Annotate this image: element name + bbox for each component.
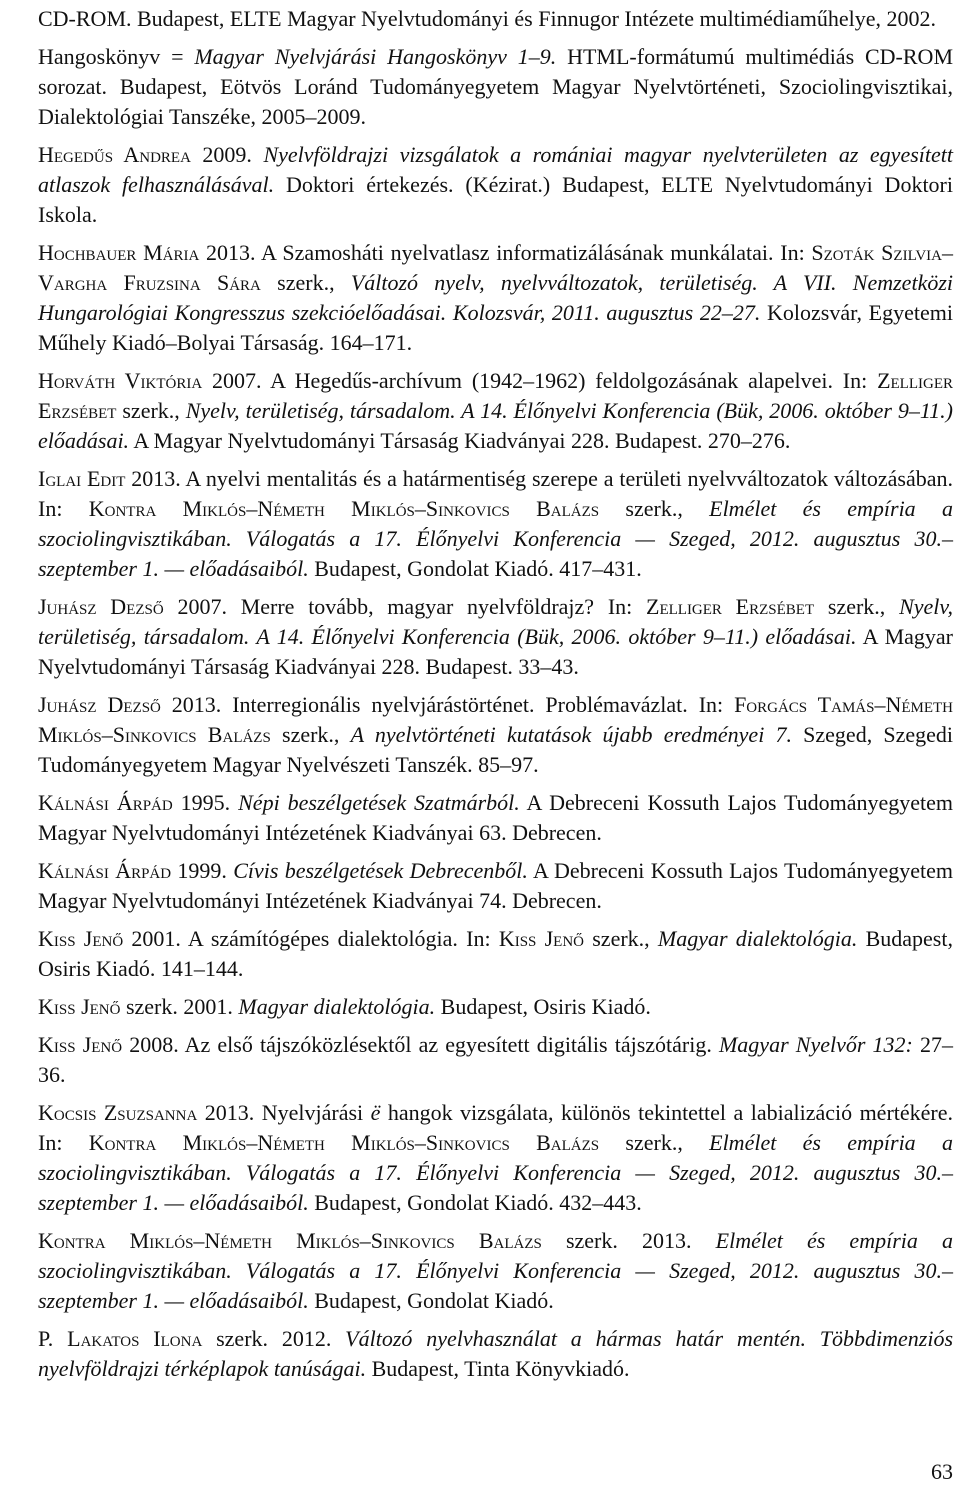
author-name: Juhász Dezső [38, 594, 164, 619]
reference-entry [38, 1324, 953, 1384]
reference-text: A Magyar Nyelvtudományi Társaság Kiadványai 228. Budapest. 33–43. [38, 624, 953, 679]
author-name: Forgács Tamás–Németh Miklós–Sinkovics Balázs [38, 692, 953, 747]
reference-entry [38, 1030, 953, 1090]
reference-text: HTML-formátumú multimédiás CD-ROM sorozat. Budapest, Eötvös Loránd Tudományegyetem Magyar Nyelvtörténeti, Szociolingvisztikai, Dialektológiai Tanszéke, 2005–2009. [38, 44, 954, 129]
reference-text: A Debreceni Kossuth Lajos Tudományegyetem Magyar Nyelvtudományi Intézetének Kiadványai 74. Debrecen. [38, 858, 954, 913]
reference-entry [38, 4, 953, 34]
author-name: Kálnási Árpád [38, 858, 172, 883]
author-name: Iglai Edit [38, 466, 126, 491]
author-name: Kiss Jenő [498, 926, 585, 951]
reference-text: 2007. A Hegedűs-archívum (1942–1962) feldolgozásának alapelvei. In: [202, 368, 878, 393]
reference-entry [38, 140, 953, 230]
reference-entry [38, 1226, 953, 1316]
author-name: Hegedűs Andrea [38, 142, 191, 167]
italic-title: Változó nyelvhasználat a hármas határ mentén. Többdimenziós nyelvföldrajzi térképlapok tanúságai. [38, 1326, 954, 1381]
italic-title: Elmélet és empíria a szociolingvisztikában. Válogatás a 17. Élőnyelvi Konferencia — Szeged, 2012. augusztus 30.–szeptember 1. — előadásaiból. [38, 1228, 953, 1313]
reference-text: 1995. [172, 790, 239, 815]
italic-title: Magyar dialektológia. [657, 926, 858, 951]
italic-title: Népi beszélgetések Szatmárból. [238, 790, 520, 815]
reference-text: Budapest, Tinta Könyvkiadó. [366, 1356, 630, 1381]
author-name: Horváth Viktória [38, 368, 203, 393]
author-name: Szoták Szilvia–Vargha Fruzsina Sára [38, 240, 954, 295]
reference-text: szerk., [814, 594, 900, 619]
reference-text: Doktori értekezés. (Kézirat.) Budapest, ELTE Nyelvtudományi Doktori Iskola. [38, 172, 953, 227]
reference-text: Budapest, Gondolat Kiadó. [308, 1288, 554, 1313]
italic-title: ë [370, 1100, 381, 1125]
page-number: 63 [931, 1459, 953, 1484]
reference-text: 2013. A nyelvi mentalitás és a határmentiség szerepe a területi nyelvváltozatok változásában. In: [38, 466, 953, 521]
italic-title: Magyar Nyelvjárási Hangoskönyv 1–9. [194, 44, 557, 69]
author-name: Kiss Jenő [38, 1032, 123, 1057]
reference-text: Budapest, Gondolat Kiadó. 417–431. [308, 556, 642, 581]
author-name: Kocsis Zsuzsanna [38, 1100, 198, 1125]
reference-text: 2013. A Szamosháti nyelvatlasz informatizálásának munkálatai. In: [199, 240, 812, 265]
reference-text: szerk. 2012. [202, 1326, 346, 1351]
reference-entry [38, 856, 953, 916]
author-name: Lakatos Ilona [67, 1326, 203, 1351]
reference-entry [38, 592, 953, 682]
reference-entry [38, 690, 953, 780]
author-name: Kontra Miklós–Németh Miklós–Sinkovics Balázs [88, 1130, 600, 1155]
reference-text: CD-ROM. Budapest, ELTE Magyar Nyelvtudományi és Finnugor Intézete multimédiaműhelye, 2002. [38, 6, 936, 31]
reference-text: 2013. Nyelvjárási [197, 1100, 371, 1125]
reference-text: 1999. [171, 858, 234, 883]
reference-text: szerk., [584, 926, 658, 951]
reference-text: 2001. A számítógépes dialektológia. In: [123, 926, 499, 951]
reference-text: szerk., [270, 722, 351, 747]
reference-text: P. [38, 1326, 68, 1351]
reference-entry [38, 366, 953, 456]
reference-text: szerk., [116, 398, 186, 423]
author-name: Kiss Jenő [38, 926, 124, 951]
reference-text: Szeged, Szegedi Tudományegyetem Magyar Nyelvészeti Tanszék. 85–97. [38, 722, 954, 777]
reference-text: Kolozsvár, Egyetemi Műhely Kiadó–Bolyai Társaság. 164–171. [38, 300, 953, 355]
reference-entry [38, 788, 953, 848]
reference-text: 27–36. [38, 1032, 953, 1087]
reference-text: 2008. Az első tájszóközlésektől az egyesített digitális tájszótárig. [122, 1032, 719, 1057]
italic-title: Elmélet és empíria a szociolingvisztikában. Válogatás a 17. Élőnyelvi Konferencia — Szeged, 2012. augusztus 30.–szeptember 1. — előadásaiból. [38, 496, 953, 581]
author-name: Hochbauer Mária [38, 240, 200, 265]
reference-text: szerk. 2001. [120, 994, 239, 1019]
reference-text: A Debreceni Kossuth Lajos Tudományegyetem Magyar Nyelvtudományi Intézetének Kiadványai 63. Debrecen. [38, 790, 954, 845]
reference-entry [38, 924, 953, 984]
reference-list [38, 4, 953, 1384]
author-name: Kontra Miklós–Németh Miklós–Sinkovics Balázs [88, 496, 600, 521]
author-name: Kontra Miklós–Németh Miklós–Sinkovics Balázs [38, 1228, 542, 1253]
reference-entry [38, 992, 953, 1022]
italic-title: Változó nyelv, nyelvváltozatok, területiség. A VII. Nemzetközi Hungarológiai Kongresszus szekcióelőadásai. Kolozsvár, 2011. augusztus 22–27. [38, 270, 954, 325]
italic-title: Nyelv, területiség, társadalom. A 14. Élőnyelvi Konferencia (Bük, 2006. október 9–11.) előadásai. [38, 594, 954, 649]
author-name: Juhász Dezső [38, 692, 161, 717]
italic-title: Magyar Nyelvőr 132: [718, 1032, 913, 1057]
reference-text: szerk., [260, 270, 351, 295]
reference-entry [38, 238, 953, 358]
reference-text: 2013. Interregionális nyelvjárástörténet. Problémavázlat. In: [160, 692, 735, 717]
italic-title: Elmélet és empíria a szociolingvisztikában. Válogatás a 17. Élőnyelvi Konferencia — Szeged, 2012. augusztus 30.–szeptember 1. — előadásaiból. [38, 1130, 953, 1215]
reference-text: 2007. Merre tovább, magyar nyelvföldrajz? In: [163, 594, 647, 619]
reference-text: Budapest, Osiris Kiadó. [435, 994, 651, 1019]
italic-title: Cívis beszélgetések Debrecenből. [233, 858, 528, 883]
reference-text: A Magyar Nyelvtudományi Társaság Kiadványai 228. Budapest. 270–276. [129, 428, 791, 453]
reference-text: Hangoskönyv = [38, 44, 195, 69]
reference-entry [38, 42, 953, 132]
reference-text: szerk., [599, 496, 710, 521]
italic-title: Nyelv, területiség, társadalom. A 14. Élőnyelvi Konferencia (Bük, 2006. október 9–11.) előadásai. [38, 398, 954, 453]
italic-title: Magyar dialektológia. [238, 994, 436, 1019]
author-name: Kálnási Árpád [38, 790, 173, 815]
author-name: Kiss Jenő [38, 994, 121, 1019]
reference-text: szerk. 2013. [541, 1228, 716, 1253]
reference-text: hangok vizsgálata, különös tekintettel a labializáció mértékére. In: [38, 1100, 953, 1155]
author-name: Zelliger Erzsébet [646, 594, 815, 619]
reference-text: Budapest, Osiris Kiadó. 141–144. [38, 926, 953, 981]
reference-entry [38, 1098, 953, 1218]
reference-text: Budapest, Gondolat Kiadó. 432–443. [308, 1190, 642, 1215]
reference-text: 2009. [190, 142, 264, 167]
author-name: Zelliger Erzsébet [38, 368, 953, 423]
reference-entry [38, 464, 953, 584]
italic-title: Nyelvföldrajzi vizsgálatok a romániai magyar nyelvterületen az egyesített atlaszok felhasználásával. [38, 142, 953, 197]
italic-title: A nyelvtörténeti kutatások újabb eredményei 7. [350, 722, 792, 747]
reference-text: szerk., [599, 1130, 710, 1155]
